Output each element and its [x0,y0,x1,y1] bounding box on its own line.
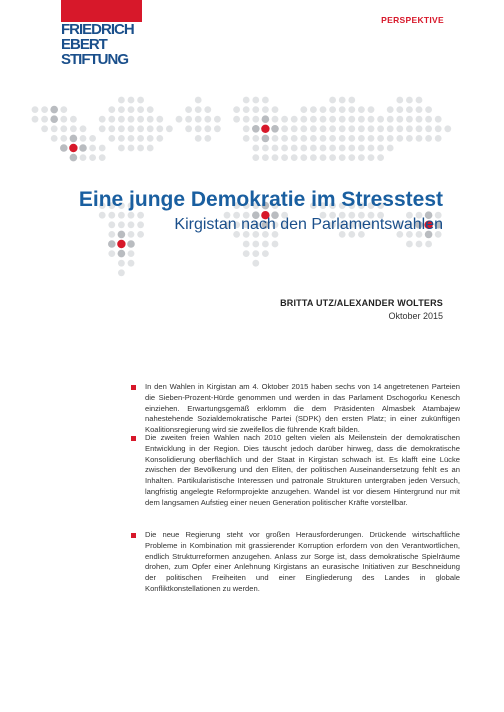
map-dot [89,154,96,161]
map-dot [137,135,144,142]
map-dot [348,145,355,152]
map-dot [348,135,355,142]
map-dot [156,135,163,142]
map-dot [252,241,259,248]
map-highlight-dot [69,144,77,152]
map-dot [291,145,298,152]
map-dot [262,241,269,248]
map-dot [329,154,336,161]
map-dot [70,125,77,132]
map-dot [329,116,336,123]
map-dot [252,260,259,267]
map-dot [262,145,269,152]
map-dot [108,106,115,113]
map-dot [444,125,451,132]
map-dot [320,116,327,123]
map-dot [348,116,355,123]
map-dot [118,145,125,152]
map-dot [339,154,346,161]
map-dot [252,116,259,123]
map-dot [377,154,384,161]
map-dot [80,154,87,161]
map-dot [70,116,77,123]
map-dot [281,116,288,123]
map-dot [118,260,125,267]
map-dot [310,116,317,123]
map-dot [435,116,442,123]
map-dot [262,106,269,113]
map-dot [262,97,269,104]
map-dot [89,145,96,152]
map-dot [137,116,144,123]
map-dot [425,106,432,113]
map-highlight-dot [117,240,125,248]
map-dot [204,116,211,123]
map-dot [137,125,144,132]
map-dot [204,106,211,113]
map-dot [300,154,307,161]
map-dot [425,241,432,248]
map-dot [310,135,317,142]
map-dot [406,116,413,123]
map-dot [300,145,307,152]
summary-item [131,433,460,509]
logo-line-2: EBERT [61,36,107,53]
map-dot [118,250,126,258]
map-dot [396,97,403,104]
map-dot [80,135,87,142]
map-dot [348,154,355,161]
map-dot [281,154,288,161]
map-dot [262,115,270,123]
map-dot [329,97,336,104]
map-dot [185,106,192,113]
map-dot [435,135,442,142]
bullet-square-icon [131,436,136,441]
map-dot [300,125,307,132]
map-dot [368,154,375,161]
map-dot [41,106,48,113]
map-dot [272,116,279,123]
map-dot [195,135,202,142]
map-dot [368,145,375,152]
map-dot [252,125,260,133]
map-dot [310,125,317,132]
map-dot [118,269,125,276]
map-dot [89,135,96,142]
map-dot [358,116,365,123]
map-dot [41,116,48,123]
map-dot [252,135,259,142]
map-dot [329,145,336,152]
map-dot [396,116,403,123]
map-dot [252,145,259,152]
map-dot [137,106,144,113]
map-dot [243,106,250,113]
map-dot [291,154,298,161]
map-dot [272,241,279,248]
map-dot [406,135,413,142]
map-dot [339,116,346,123]
map-dot [156,116,163,123]
map-dot [339,97,346,104]
map-dot [147,116,154,123]
map-dot [320,106,327,113]
map-dot [80,125,87,132]
map-dot [204,135,211,142]
map-dot [128,97,135,104]
map-dot [233,106,240,113]
map-dot [291,116,298,123]
map-dot [406,125,413,132]
map-dot [176,116,183,123]
map-dot [368,106,375,113]
map-dot [147,145,154,152]
map-dot [118,125,125,132]
map-dot [272,154,279,161]
map-dot [272,145,279,152]
map-dot [396,106,403,113]
map-dot [137,97,144,104]
map-dot [406,241,413,248]
map-dot [50,106,58,114]
logo-line-1: FRIEDRICH [61,21,134,38]
map-dot [70,135,78,143]
summary-text: In den Wahlen in Kirgistan am 4. Oktober 2015 haben sechs von 14 angetretenen Parteien die Sieben-Prozent-Hürde genommen und werden in das Parlament Dschogorku Kenesch einziehen. Erwartungsgemäß erklomm die dem Präsidenten Almasbek Atambajew nahestehende Sozialdemokratische Partei (SDPK) den ersten Platz; in einer zukünftigen Koalitionsregierung wird sie zweifellos die führende Kraft bilden. [145,382,460,435]
map-dot [416,116,423,123]
summary-text: Die neue Regierung steht vor großen Herausforderungen. Drückende wirtschaftliche Probleme in Kombination mit grassierender Korruption erfordern von den Verantwortlichen, endlich Strukturreformen anzugehen. Anlass zur Sorge ist, dass demokratische Spielräume drohen, zum Opfer einer Anlehnung Kirgistans an eurasische Initiativen zur Beschneidung der politischen Freiheiten und einer Eingliederung des Landes in globale Konfliktkonstellationen zu werden. [145,530,460,593]
map-dot [128,250,135,257]
map-dot [416,125,423,132]
logo-line-3: STIFTUNG [61,51,128,68]
authors: BRITTA UTZ/ALEXANDER WOLTERS [280,298,443,308]
map-dot [416,97,423,104]
world-dot-map [0,0,504,320]
map-dot [300,106,307,113]
map-dot [377,135,384,142]
map-dot [425,135,432,142]
map-dot [310,154,317,161]
map-dot [320,145,327,152]
bullet-square-icon [131,385,136,390]
map-dot [252,250,259,257]
map-dot [406,106,413,113]
map-dot [396,125,403,132]
map-dot [127,240,135,248]
map-dot [60,144,68,152]
map-dot [79,144,87,152]
map-dot [368,116,375,123]
map-dot [320,125,327,132]
map-dot [358,125,365,132]
map-dot [243,97,250,104]
map-dot [387,145,394,152]
map-dot [320,135,327,142]
map-dot [377,145,384,152]
map-dot [358,135,365,142]
map-dot [396,135,403,142]
summary-item [131,382,460,436]
map-dot [147,106,154,113]
map-dot [147,135,154,142]
map-dot [425,125,432,132]
map-dot [32,116,39,123]
map-dot [128,135,135,142]
map-dot [118,97,125,104]
map-dot [358,154,365,161]
map-dot [60,125,67,132]
map-dot [128,106,135,113]
map-dot [262,135,270,143]
map-dot [281,145,288,152]
map-dot [291,135,298,142]
map-dot [387,125,394,132]
map-dot [195,97,202,104]
map-dot [128,145,135,152]
map-dot [51,125,58,132]
map-dot [204,125,211,132]
page-title: Eine junge Demokratie im Stresstest [78,188,443,211]
section-label: PERSPEKTIVE [381,15,444,25]
map-dot [387,116,394,123]
map-dot [281,125,288,132]
map-dot [358,145,365,152]
map-dot [339,125,346,132]
map-dot [300,135,307,142]
map-dot [243,250,250,257]
map-dot [243,241,250,248]
map-dot [108,125,115,132]
map-dot [99,125,106,132]
map-dot [377,125,384,132]
map-dot [195,116,202,123]
map-dot [291,125,298,132]
map-dot [70,154,78,162]
summary-item [131,530,460,595]
map-dot [60,116,67,123]
map-dot [252,97,259,104]
map-dot [60,106,67,113]
map-dot [252,106,259,113]
map-dot [166,125,173,132]
map-dot [252,154,259,161]
publication-date: Oktober 2015 [388,311,443,321]
map-dot [358,106,365,113]
map-dot [329,135,336,142]
summary-text: Die zweiten freien Wahlen nach 2010 gelten vielen als Meilenstein der demokratischen Entwicklung in der Region. Dies täuscht jedoch darüber hinweg, dass die demokratische Konsolidierung oberflächlich und der Staat in Kirgistan schwach ist. Es klafft eine Lücke zwischen der Bevölkerung und den Eliten, der politischen Auseinandersetzung fehlt es an Inhalten. Partikularistische Interessen und patronale Strukturen untergraben jeden Versuch, langfristig angelegte Reformprojekte anzugehen. Wandel ist vor diesem Hintergrund nur mit dem langsamen Aufstieg einer neuen Generation politischer Kräfte vorstellbar. [145,433,460,507]
map-dot [243,125,250,132]
map-dot [416,135,423,142]
map-dot [60,135,67,142]
map-dot [406,97,413,104]
map-dot [32,106,39,113]
map-dot [368,125,375,132]
map-dot [416,106,423,113]
map-dot [310,145,317,152]
map-dot [243,135,250,142]
map-highlight-dot [261,125,269,133]
map-dot [233,116,240,123]
map-dot [137,145,144,152]
map-dot [271,125,279,133]
map-dot [262,250,269,257]
map-dot [195,106,202,113]
map-dot [416,241,423,248]
map-dot [108,116,115,123]
map-dot [300,116,307,123]
map-dot [243,116,250,123]
map-dot [108,250,115,257]
map-dot [348,125,355,132]
map-dot [99,116,106,123]
map-dot [387,135,394,142]
map-dot [339,106,346,113]
map-dot [310,106,317,113]
map-dot [272,106,279,113]
map-dot [435,125,442,132]
map-dot [147,125,154,132]
map-dot [348,97,355,104]
map-dot [128,260,135,267]
map-dot [50,115,58,123]
map-dot [118,106,125,113]
map-dot [108,135,115,142]
map-dot [272,135,279,142]
map-dot [99,154,106,161]
map-dot [368,135,375,142]
map-dot [377,116,384,123]
map-dot [339,135,346,142]
map-dot [425,116,432,123]
map-dot [185,116,192,123]
map-dot [281,135,288,142]
map-dot [348,106,355,113]
map-dot [329,106,336,113]
map-dot [339,145,346,152]
page-subtitle: Kirgistan nach den Parlamentswahlen [174,216,443,233]
map-dot [329,125,336,132]
map-dot [41,125,48,132]
map-dot [262,154,269,161]
map-dot [387,106,394,113]
map-dot [118,135,125,142]
map-dot [214,116,221,123]
map-dot [51,135,58,142]
map-dot [128,116,135,123]
map-dot [108,240,116,248]
map-dot [99,145,106,152]
map-dot [156,125,163,132]
map-dot [185,125,192,132]
map-dot [118,116,125,123]
map-dot [320,154,327,161]
map-dot [195,125,202,132]
map-dot [214,125,221,132]
bullet-square-icon [131,533,136,538]
map-dot [128,125,135,132]
